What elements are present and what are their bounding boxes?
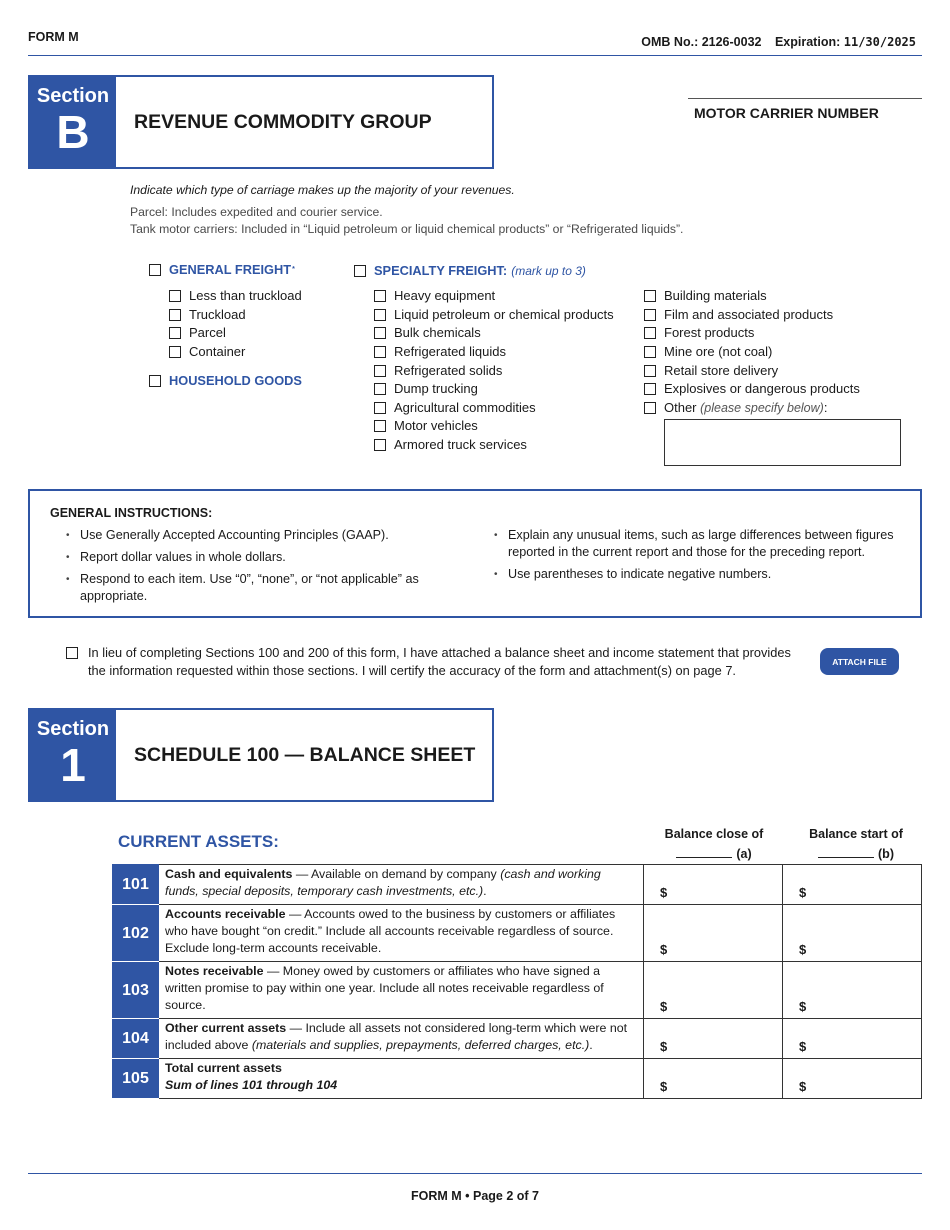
specialty-item-label: Liquid petroleum or chemical products — [394, 307, 614, 322]
line-number: 101 — [113, 865, 159, 905]
specialty-item-label: Bulk chemicals — [394, 325, 481, 340]
specialty-item-checkbox[interactable] — [374, 420, 386, 432]
table-row — [113, 1019, 922, 1059]
instructions-col-1 — [60, 527, 440, 610]
household-goods-label: HOUSEHOLD GOODS — [169, 373, 302, 388]
specialty-item-checkbox[interactable] — [374, 402, 386, 414]
balance-sheet-table — [112, 864, 922, 1099]
specialty-item[interactable] — [374, 418, 478, 433]
specialty-item-checkbox[interactable] — [374, 290, 386, 302]
line-tail: . — [589, 1038, 593, 1052]
line-tail: . — [483, 884, 487, 898]
general-freight-mark: * — [292, 266, 295, 273]
specialty-item[interactable] — [644, 325, 754, 340]
line-text: — Include all assets not considered long-term which were not included above — [165, 1021, 628, 1052]
specialty-item[interactable] — [644, 344, 772, 359]
line-description — [159, 1019, 644, 1059]
line-number: 105 — [113, 1059, 159, 1099]
other-specify-input[interactable] — [664, 419, 901, 466]
amount-field-a[interactable]: $ — [644, 962, 783, 1019]
specialty-item[interactable] — [374, 363, 502, 378]
specialty-item-checkbox[interactable] — [644, 309, 656, 321]
amount-field-b[interactable]: $ — [783, 1019, 922, 1059]
instruction-item: • Use parentheses to indicate negative numbers. — [488, 566, 908, 583]
specialty-item-checkbox[interactable] — [644, 290, 656, 302]
specialty-item-checkbox[interactable] — [644, 383, 656, 395]
table-row — [113, 865, 922, 905]
amount-field-b[interactable]: $ — [783, 905, 922, 962]
instruction-item: • Explain any unusual items, such as large differences between figures reported in the current report and those for the preceding report. — [488, 527, 908, 561]
household-goods-option[interactable] — [149, 373, 302, 388]
specialty-item-checkbox[interactable] — [644, 327, 656, 339]
specialty-item-label: Armored truck services — [394, 437, 527, 452]
specialty-item[interactable] — [644, 381, 860, 396]
section-number: 1 — [60, 739, 86, 791]
line-title: Notes receivable — [165, 964, 264, 978]
intro-line-1: Indicate which type of carriage makes up the majority of your revenues. — [130, 183, 515, 197]
line-title: Accounts receivable — [165, 907, 286, 921]
section-word: Section — [36, 718, 110, 740]
section-1-tag — [30, 710, 116, 800]
page-footer: FORM M • Page 2 of 7 — [410, 1189, 539, 1203]
specialty-item-label: Explosives or dangerous products — [664, 381, 860, 396]
general-freight-label: GENERAL FREIGHT — [169, 262, 292, 277]
line-text: — Accounts owed to the business by customers or affiliates who have bought “on credit.” Include all accounts receivable regardless of source. Exclude long-term accounts receivable. — [165, 907, 616, 955]
specialty-freight-checkbox[interactable] — [354, 265, 366, 277]
section-b-intro — [130, 182, 683, 239]
specialty-item[interactable] — [374, 288, 495, 303]
general-item[interactable] — [169, 288, 302, 303]
specialty-item[interactable] — [644, 307, 833, 322]
household-goods-checkbox[interactable] — [149, 375, 161, 387]
specialty-note: (mark up to 3) — [511, 263, 586, 278]
amount-field-a[interactable]: $ — [644, 865, 783, 905]
attach-file-button[interactable]: ATTACH FILE — [820, 648, 899, 675]
general-item-checkbox[interactable] — [169, 309, 181, 321]
section-1-title: SCHEDULE 100 — BALANCE SHEET — [134, 743, 476, 766]
general-item-checkbox[interactable] — [169, 346, 181, 358]
specialty-item-checkbox[interactable] — [374, 327, 386, 339]
column-a-date-field[interactable] — [676, 846, 732, 858]
line-italic-text: Sum of lines 101 through 104 — [165, 1078, 338, 1092]
instruction-item: • Report dollar values in whole dollars. — [60, 549, 440, 566]
amount-field-a[interactable]: $ — [644, 905, 783, 962]
instruction-item: • Respond to each item. Use “0”, “none”, or “not applicable” as appropriate. — [60, 571, 440, 605]
specialty-freight-option[interactable] — [354, 263, 586, 278]
section-word: Section — [36, 85, 110, 107]
table-row — [113, 962, 922, 1019]
general-item-label: Container — [189, 344, 246, 359]
current-assets-title: CURRENT ASSETS: — [118, 832, 279, 851]
specialty-item-checkbox[interactable] — [374, 365, 386, 377]
other-label: Other — [664, 400, 697, 415]
general-item[interactable] — [169, 344, 245, 359]
specialty-item-checkbox[interactable] — [374, 346, 386, 358]
specialty-item-label: Heavy equipment — [394, 288, 496, 303]
in-lieu-text: In lieu of completing Sections 100 and 200 of this form, I have attached a balance sheet and income statement that provides the information requested within those sections. I will certify the accuracy of the form and attachment(s) on page 7. — [88, 645, 791, 678]
instructions-heading: GENERAL INSTRUCTIONS: — [50, 506, 213, 520]
column-a-label: Balance close of — [664, 827, 764, 841]
general-instructions — [28, 489, 922, 618]
other-checkbox[interactable] — [644, 402, 656, 414]
line-description — [159, 962, 644, 1019]
column-b-date-field[interactable] — [818, 846, 874, 858]
intro-line-2: Parcel: Includes expedited and courier service. — [130, 204, 383, 219]
footer-divider — [28, 1173, 922, 1174]
line-italic-text: (materials and supplies, prepayments, deferred charges, etc.) — [251, 1038, 590, 1052]
table-row — [113, 905, 922, 962]
in-lieu-option — [66, 644, 806, 680]
specialty-item-label: Mine ore (not coal) — [664, 344, 773, 359]
section-b-tag — [30, 77, 116, 167]
expiration-label: Expiration: — [774, 35, 841, 49]
general-item[interactable] — [169, 307, 246, 322]
other-option[interactable] — [644, 400, 827, 415]
amount-field-b[interactable]: $ — [783, 865, 922, 905]
specialty-item-checkbox[interactable] — [374, 309, 386, 321]
other-colon: : — [823, 400, 828, 415]
instruction-item: • Use Generally Accepted Accounting Principles (GAAP). — [60, 527, 440, 544]
specialty-item[interactable] — [374, 344, 506, 359]
line-text: — Money owed by customers or affiliates who have signed a written promise to pay within one year. Include all notes receivable regardless of source. — [165, 964, 604, 1012]
line-italic-text: (cash and working funds, special deposits, temporary cash investments, etc.) — [165, 867, 601, 898]
omb-number: OMB No.: 2126-0032 — [641, 35, 762, 49]
omb-info — [641, 35, 916, 49]
section-1-header — [28, 708, 494, 802]
line-text: — Available on demand by company — [292, 867, 501, 881]
line-description — [159, 1059, 644, 1099]
column-a-header — [644, 824, 784, 864]
specialty-item-label: Film and associated products — [664, 307, 834, 322]
general-item-checkbox[interactable] — [169, 327, 181, 339]
specialty-item[interactable] — [374, 307, 614, 322]
line-title: Cash and equivalents — [165, 867, 293, 881]
line-number: 104 — [113, 1019, 159, 1059]
section-b-title: REVENUE COMMODITY GROUP — [134, 110, 432, 133]
specialty-item-label: Forest products — [664, 325, 755, 340]
column-b-header — [786, 824, 926, 864]
specialty-item-label: Building materials — [664, 288, 767, 303]
in-lieu-checkbox[interactable] — [66, 647, 78, 659]
motor-carrier-number-label: MOTOR CARRIER NUMBER — [688, 98, 922, 121]
expiration-value: 11/30/2025 — [843, 35, 916, 49]
instructions-col-2 — [488, 527, 908, 588]
form-name: FORM M — [28, 30, 79, 44]
line-number: 103 — [113, 962, 159, 1019]
specialty-item[interactable] — [374, 437, 527, 452]
amount-field-a[interactable]: $ — [644, 1059, 783, 1099]
amount-field-b[interactable]: $ — [783, 962, 922, 1019]
specialty-item-checkbox[interactable] — [374, 439, 386, 451]
line-description — [159, 865, 644, 905]
column-a-key: (a) — [736, 847, 752, 861]
specialty-item[interactable] — [644, 363, 778, 378]
other-note: (please specify below) — [700, 400, 824, 415]
line-description — [159, 905, 644, 962]
specialty-item-label: Retail store delivery — [664, 363, 779, 378]
specialty-item-label: Refrigerated solids — [394, 363, 503, 378]
specialty-item-checkbox[interactable] — [644, 365, 656, 377]
column-b-key: (b) — [878, 847, 894, 861]
amount-field-a[interactable]: $ — [644, 1019, 783, 1059]
intro-line-3: Tank motor carriers: Included in “Liquid petroleum or liquid chemical products” or “Refrigerated liquids”. — [130, 222, 684, 236]
specialty-item-label: Agricultural commodities — [394, 400, 536, 415]
general-freight-checkbox[interactable] — [149, 264, 161, 276]
specialty-item-checkbox[interactable] — [644, 346, 656, 358]
section-letter: B — [56, 106, 90, 158]
specialty-item-label: Dump trucking — [394, 381, 478, 396]
specialty-item[interactable] — [374, 400, 536, 415]
line-title: Other current assets — [165, 1021, 287, 1035]
column-b-label: Balance start of — [809, 827, 903, 841]
specialty-item[interactable] — [374, 381, 478, 396]
line-number: 102 — [113, 905, 159, 962]
general-freight-option[interactable] — [149, 262, 295, 277]
specialty-freight-label: SPECIALTY FREIGHT: — [374, 263, 508, 278]
amount-field-b[interactable]: $ — [783, 1059, 922, 1099]
general-item-label: Parcel — [189, 325, 226, 340]
general-item-label: Less than truckload — [189, 288, 302, 303]
section-b-header — [28, 75, 494, 169]
page-header — [28, 30, 922, 56]
general-item-label: Truckload — [189, 307, 246, 322]
specialty-item-label: Motor vehicles — [394, 418, 478, 433]
line-title: Total current assets — [165, 1061, 282, 1075]
general-item-checkbox[interactable] — [169, 290, 181, 302]
specialty-item-checkbox[interactable] — [374, 383, 386, 395]
general-item[interactable] — [169, 325, 226, 340]
specialty-item[interactable] — [374, 325, 481, 340]
specialty-item-label: Refrigerated liquids — [394, 344, 507, 359]
specialty-item[interactable] — [644, 288, 767, 303]
table-row — [113, 1059, 922, 1099]
